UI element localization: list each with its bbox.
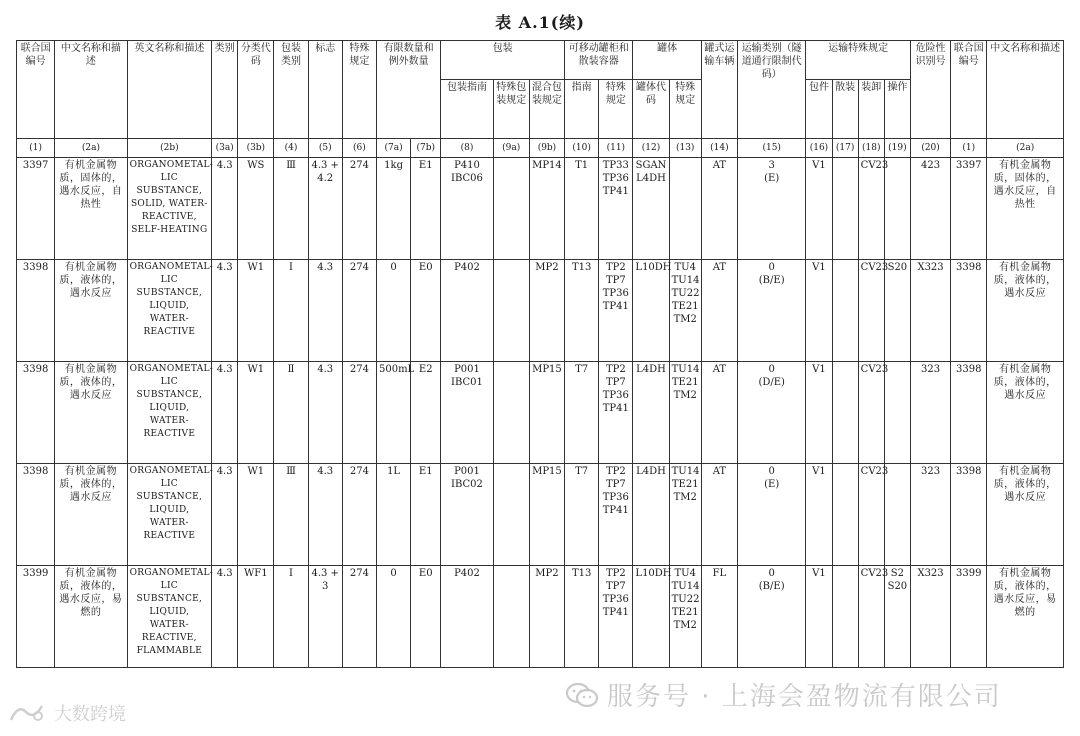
- dangerous-goods-table: [16, 40, 1064, 668]
- packing-instruction-line: P402: [454, 568, 480, 579]
- column-index: (6): [342, 139, 376, 158]
- name-cn-cell: 有机金属物质，液体的，遇水反应，易燃的: [55, 566, 127, 668]
- hazard-id-cell: X323: [910, 260, 950, 362]
- wechat-icon: [565, 682, 599, 708]
- limited-quantity-cell: 1kg: [376, 158, 410, 260]
- ts-loading-cell: CV23: [858, 566, 884, 668]
- portable-special-line: TP7: [605, 275, 626, 286]
- name-en-line: SUBSTANCE,: [136, 594, 203, 604]
- header-un-no: 联合国编号: [17, 41, 55, 139]
- ts-loading-cell: CV23: [858, 362, 884, 464]
- table-body: [17, 158, 1064, 668]
- portable-special-cell: [599, 260, 633, 362]
- header-ts-loading: 装卸: [858, 80, 884, 139]
- header-pkg-mixed: 混合包装规定: [529, 80, 564, 139]
- column-index: (9b): [529, 139, 564, 158]
- portable-special-cell: [599, 566, 633, 668]
- packing-instruction-cell: [441, 158, 493, 260]
- class-cell: 4.3: [212, 566, 238, 668]
- label-cell: [308, 566, 342, 668]
- portable-special-line: TP36: [602, 173, 629, 184]
- tank-code-line: L10DH: [635, 568, 672, 579]
- ts-bulk-cell: [832, 158, 858, 260]
- packing-special-cell: [493, 566, 529, 668]
- header-class-code: 分类代码: [238, 41, 274, 139]
- class-code-cell: WF1: [238, 566, 274, 668]
- column-index: (5): [308, 139, 342, 158]
- name-cn-cell: 有机金属物质，液体的，遇水反应: [55, 362, 127, 464]
- hazard-id-cell: 423: [910, 158, 950, 260]
- tank-code-line: SGAN: [635, 160, 667, 171]
- header-tank: 罐体: [633, 41, 701, 80]
- name-cn-cell: 有机金属物质，固体的，遇水反应，自热性: [55, 158, 127, 260]
- column-index: (2a): [987, 139, 1064, 158]
- header-name-cn-repeat: 中文名称和描述: [987, 41, 1064, 139]
- portable-special-line: TP36: [602, 390, 629, 401]
- transport-category-line: 0: [768, 364, 775, 375]
- label-cell: [308, 464, 342, 566]
- tank-special-line: TM2: [673, 314, 697, 325]
- packing-instruction-line: P001: [454, 364, 480, 375]
- portable-special-cell: [599, 464, 633, 566]
- name-en-line: LIC: [160, 275, 178, 285]
- name-en-line: ORGANOMETAL-: [129, 364, 214, 374]
- un-number-cell: 3398: [17, 362, 55, 464]
- tank-special-line: TU4: [674, 262, 696, 273]
- header-portable-instruction: 指南: [565, 80, 599, 139]
- portable-instruction-cell: T1: [565, 158, 599, 260]
- label-line: 4.3: [317, 262, 334, 273]
- name-en-line: SUBSTANCE,: [136, 390, 203, 400]
- column-index: (3a): [212, 139, 238, 158]
- name-en-line: REACTIVE: [143, 429, 196, 439]
- header-un-no-repeat: 联合国编号: [951, 41, 987, 139]
- column-index: (4): [274, 139, 308, 158]
- tank-special-line: TU14: [671, 581, 700, 592]
- ts-package-cell: V1: [806, 566, 832, 668]
- packing-instruction-line: IBC02: [451, 479, 483, 490]
- name-cn-repeat-cell: 有机金属物质，液体的，遇水反应，易燃的: [987, 566, 1064, 668]
- name-en-line: LIC: [160, 173, 178, 183]
- name-cn-cell: 有机金属物质，液体的，遇水反应: [55, 260, 127, 362]
- header-ts-bulk: 散装: [832, 80, 858, 139]
- table-row: [17, 260, 1064, 362]
- mixed-packing-cell: MP15: [529, 362, 564, 464]
- excepted-quantity-cell: E2: [411, 362, 441, 464]
- special-provision-cell: 274: [342, 566, 376, 668]
- ts-loading-cell: CV23: [858, 158, 884, 260]
- limited-quantity-cell: 1L: [376, 464, 410, 566]
- column-index: (11): [599, 139, 633, 158]
- column-index: (18): [858, 139, 884, 158]
- column-index: (7a): [376, 139, 410, 158]
- header-name-cn: 中文名称和描述: [55, 41, 127, 139]
- mixed-packing-cell: MP2: [529, 566, 564, 668]
- column-index: (20): [910, 139, 950, 158]
- name-en-cell: [127, 158, 214, 260]
- name-en-line: REACTIVE: [143, 327, 196, 337]
- ts-operation-cell: [884, 158, 910, 260]
- tank-special-cell: [669, 566, 701, 668]
- transport-category-line: (B/E): [758, 275, 785, 286]
- packing-instruction-line: IBC01: [451, 377, 483, 388]
- header-name-en: 英文名称和描述: [127, 41, 211, 139]
- header-packaging: 包装: [441, 41, 565, 80]
- mixed-packing-cell: MP14: [529, 158, 564, 260]
- portable-instruction-cell: T7: [565, 464, 599, 566]
- ts-operation-cell: S2 S20: [884, 566, 910, 668]
- tank-code-cell: [633, 260, 672, 362]
- portable-special-line: TP2: [605, 466, 626, 477]
- ts-operation-cell: [884, 362, 910, 464]
- class-code-cell: W1: [238, 464, 274, 566]
- tank-code-cell: [633, 158, 669, 260]
- name-cn-repeat-cell: 有机金属物质，液体的，遇水反应: [987, 464, 1064, 566]
- name-en-line: SUBSTANCE,: [136, 288, 203, 298]
- header-hazard-id: 危险性识别号: [910, 41, 950, 139]
- column-index: (16): [806, 139, 832, 158]
- tank-vehicle-cell: AT: [701, 362, 737, 464]
- name-en-line: REACTIVE: [143, 531, 196, 541]
- transport-category-line: 0: [768, 568, 775, 579]
- watermark-right-text: 服务号 · 上海会盈物流有限公司: [607, 682, 1002, 712]
- header-portable-tanks: 可移动罐柜和散装容器: [565, 41, 633, 80]
- name-cn-cell: 有机金属物质，液体的，遇水反应: [55, 464, 127, 566]
- column-index: (10): [565, 139, 599, 158]
- label-line: 4.3 +: [311, 568, 339, 579]
- portable-special-line: TP41: [602, 607, 629, 618]
- packing-group-cell: Ⅲ: [274, 464, 308, 566]
- transport-category-cell: [738, 260, 806, 362]
- hazard-id-cell: 323: [910, 362, 950, 464]
- excepted-quantity-cell: E0: [411, 260, 441, 362]
- header-pkg-special: 特殊包装规定: [493, 80, 529, 139]
- name-en-cell: [127, 464, 214, 566]
- header-label: 标志: [308, 41, 342, 139]
- un-number-repeat-cell: 3398: [951, 362, 987, 464]
- brand-logo-icon: [8, 702, 48, 724]
- name-en-line: REACTIVE,: [141, 633, 197, 643]
- header-portable-special: 特殊规定: [599, 80, 633, 139]
- column-index-row: [17, 139, 1064, 158]
- header-pkg-instruction: 包装指南: [441, 80, 493, 139]
- un-number-cell: 3398: [17, 464, 55, 566]
- limited-quantity-cell: 0: [376, 260, 410, 362]
- name-en-cell: [127, 260, 214, 362]
- mixed-packing-cell: MP15: [529, 464, 564, 566]
- packing-instruction-line: P402: [454, 262, 480, 273]
- un-number-repeat-cell: 3399: [951, 566, 987, 668]
- ts-operation-cell: [884, 464, 910, 566]
- name-en-line: LIQUID, WATER-: [149, 607, 190, 630]
- label-line: 3: [322, 581, 329, 592]
- tank-special-cell: [669, 464, 701, 566]
- ts-package-cell: V1: [806, 158, 832, 260]
- tank-special-line: TU4: [674, 568, 696, 579]
- column-index: (14): [701, 139, 737, 158]
- column-index: (3b): [238, 139, 274, 158]
- watermark-left-text: 大数跨境: [54, 704, 126, 725]
- name-en-line: SELF-HEATING: [131, 225, 208, 235]
- column-index: (7b): [411, 139, 441, 158]
- portable-special-line: TP7: [605, 581, 626, 592]
- name-en-cell: [127, 566, 214, 668]
- un-number-cell: 3398: [17, 260, 55, 362]
- header-packing-group: 包装类别: [274, 41, 308, 139]
- special-provision-cell: 274: [342, 464, 376, 566]
- tank-special-line: TM2: [673, 390, 697, 401]
- tank-code-cell: [633, 566, 672, 668]
- packing-instruction-cell: [441, 260, 493, 362]
- table-header: [17, 41, 1064, 158]
- name-en-line: LIQUID, WATER-: [149, 301, 190, 324]
- special-provision-cell: 274: [342, 362, 376, 464]
- name-en-line: ORGANOMETAL-: [129, 466, 214, 476]
- table-row: [17, 464, 1064, 566]
- name-cn-repeat-cell: 有机金属物质，固体的，遇水反应，自热性: [987, 158, 1064, 260]
- tank-code-cell: [633, 464, 669, 566]
- column-index: (9a): [493, 139, 529, 158]
- transport-category-cell: [738, 158, 806, 260]
- transport-category-cell: [738, 566, 806, 668]
- tank-vehicle-cell: AT: [701, 464, 737, 566]
- portable-special-line: TP36: [602, 594, 629, 605]
- name-en-line: LIC: [160, 479, 178, 489]
- header-tank-vehicle: 罐式运输车辆: [701, 41, 737, 139]
- column-index: (2a): [55, 139, 127, 158]
- column-index: (19): [884, 139, 910, 158]
- un-number-cell: 3397: [17, 158, 55, 260]
- mixed-packing-cell: MP2: [529, 260, 564, 362]
- un-number-repeat-cell: 3398: [951, 464, 987, 566]
- watermark-brand: [8, 700, 126, 726]
- packing-group-cell: Ⅰ: [274, 260, 308, 362]
- header-transport-category: 运输类别（隧道通行限制代码）: [738, 41, 806, 139]
- packing-instruction-cell: [441, 464, 493, 566]
- ts-bulk-cell: [832, 260, 858, 362]
- portable-special-line: TP36: [602, 288, 629, 299]
- tank-vehicle-cell: AT: [701, 158, 737, 260]
- portable-special-line: TP41: [602, 301, 629, 312]
- tank-special-line: TU14: [671, 275, 700, 286]
- name-en-line: ORGANOMETAL-: [129, 262, 214, 272]
- tank-special-line: TU14: [671, 466, 700, 477]
- packing-group-cell: Ⅰ: [274, 566, 308, 668]
- packing-special-cell: [493, 260, 529, 362]
- excepted-quantity-cell: E1: [411, 464, 441, 566]
- label-cell: [308, 260, 342, 362]
- packing-group-cell: Ⅱ: [274, 362, 308, 464]
- page-title: 表 A.1(续): [495, 13, 585, 32]
- tank-code-cell: [633, 362, 669, 464]
- portable-special-line: TP41: [602, 403, 629, 414]
- ts-loading-cell: CV23: [858, 260, 884, 362]
- special-provision-cell: 274: [342, 260, 376, 362]
- transport-category-line: (E): [764, 479, 780, 490]
- portable-special-line: TP2: [605, 568, 626, 579]
- column-index: (2b): [127, 139, 211, 158]
- tank-special-line: TU22: [671, 594, 700, 605]
- table-row: [17, 362, 1064, 464]
- label-cell: [308, 362, 342, 464]
- ts-package-cell: V1: [806, 464, 832, 566]
- class-code-cell: WS: [238, 158, 274, 260]
- portable-special-line: TP36: [602, 492, 629, 503]
- name-en-line: SUBSTANCE,: [136, 492, 203, 502]
- name-en-line: LIC: [160, 377, 178, 387]
- name-en-line: REACTIVE,: [141, 212, 197, 222]
- name-en-line: ORGANOMETAL-: [129, 160, 214, 170]
- tank-special-line: TM2: [673, 492, 697, 503]
- header-special-provisions: 特殊规定: [342, 41, 376, 139]
- header-ts-package: 包件: [806, 80, 832, 139]
- ts-loading-cell: CV23: [858, 464, 884, 566]
- class-code-cell: W1: [238, 260, 274, 362]
- portable-special-cell: [599, 362, 633, 464]
- ts-operation-cell: S20: [884, 260, 910, 362]
- un-number-cell: 3399: [17, 566, 55, 668]
- ts-package-cell: V1: [806, 260, 832, 362]
- column-index: (8): [441, 139, 493, 158]
- un-number-repeat-cell: 3398: [951, 260, 987, 362]
- name-cn-repeat-cell: 有机金属物质，液体的，遇水反应: [987, 362, 1064, 464]
- packing-instruction-cell: [441, 566, 493, 668]
- label-line: 4.3: [317, 364, 334, 375]
- transport-category-line: (D/E): [758, 377, 785, 388]
- portable-special-line: TP33: [602, 160, 629, 171]
- name-en-line: LIQUID, WATER-: [149, 403, 190, 426]
- portable-instruction-cell: T13: [565, 260, 599, 362]
- portable-special-line: TP7: [605, 479, 626, 490]
- portable-special-cell: [599, 158, 633, 260]
- column-index: (17): [832, 139, 858, 158]
- class-code-cell: W1: [238, 362, 274, 464]
- limited-quantity-cell: 0: [376, 566, 410, 668]
- transport-category-cell: [738, 464, 806, 566]
- tank-code-line: L4DH: [636, 466, 666, 477]
- header-ts-operation: 操作: [884, 80, 910, 139]
- header-tank-special: 特殊规定: [669, 80, 701, 139]
- tank-special-line: TU22: [671, 288, 700, 299]
- ts-bulk-cell: [832, 566, 858, 668]
- name-en-line: FLAMMABLE: [136, 646, 203, 656]
- tank-special-cell: [669, 362, 701, 464]
- ts-bulk-cell: [832, 362, 858, 464]
- name-en-line: SUBSTANCE,: [136, 186, 203, 196]
- column-index: (1): [951, 139, 987, 158]
- tank-special-cell: [669, 260, 701, 362]
- column-index: (1): [17, 139, 55, 158]
- label-line: 4.2: [317, 173, 334, 184]
- limited-quantity-cell: 500mL: [376, 362, 410, 464]
- table-row: [17, 158, 1064, 260]
- packing-instruction-line: P410: [454, 160, 480, 171]
- name-en-line: LIQUID, WATER-: [149, 505, 190, 528]
- tank-special-line: TM2: [673, 620, 697, 631]
- tank-special-line: TE21: [671, 301, 699, 312]
- class-cell: 4.3: [212, 464, 238, 566]
- excepted-quantity-cell: E1: [411, 158, 441, 260]
- tank-special-line: TU14: [671, 364, 700, 375]
- name-cn-repeat-cell: 有机金属物质，液体的，遇水反应: [987, 260, 1064, 362]
- name-en-cell: [127, 362, 214, 464]
- portable-special-line: TP2: [605, 262, 626, 273]
- transport-category-line: 0: [768, 262, 775, 273]
- un-number-repeat-cell: 3397: [951, 158, 987, 260]
- tank-code-line: L4DH: [636, 364, 666, 375]
- tank-code-line: L10DH: [635, 262, 672, 273]
- tank-special-cell: [669, 158, 701, 260]
- transport-category-line: (E): [764, 173, 780, 184]
- header-limited-quantities: 有限数量和例外数量: [376, 41, 440, 139]
- portable-special-line: TP41: [602, 186, 629, 197]
- tank-special-line: TE21: [671, 377, 699, 388]
- header-transport-special: 运输特殊规定: [806, 41, 911, 80]
- class-cell: 4.3: [212, 158, 238, 260]
- tank-vehicle-cell: AT: [701, 260, 737, 362]
- transport-category-line: 0: [768, 466, 775, 477]
- hazard-id-cell: X323: [910, 566, 950, 668]
- name-en-line: ORGANOMETAL-: [129, 568, 214, 578]
- class-cell: 4.3: [212, 260, 238, 362]
- packing-special-cell: [493, 158, 529, 260]
- label-cell: [308, 158, 342, 260]
- header-tank-code: 罐体代码: [633, 80, 669, 139]
- column-index: (12): [633, 139, 669, 158]
- excepted-quantity-cell: E0: [411, 566, 441, 668]
- tank-special-line: TE21: [671, 607, 699, 618]
- header-class: 类别: [212, 41, 238, 139]
- packing-special-cell: [493, 362, 529, 464]
- packing-instruction-cell: [441, 362, 493, 464]
- ts-package-cell: V1: [806, 362, 832, 464]
- tank-code-line: L4DH: [636, 173, 666, 184]
- column-index: (15): [738, 139, 806, 158]
- table-row: [17, 566, 1064, 668]
- tank-vehicle-cell: FL: [701, 566, 737, 668]
- tank-special-line: TE21: [671, 479, 699, 490]
- watermark-service-account: [565, 676, 1002, 713]
- ts-bulk-cell: [832, 464, 858, 566]
- column-index: (13): [669, 139, 701, 158]
- label-line: 4.3 +: [311, 160, 339, 171]
- name-en-line: SOLID, WATER-: [130, 199, 208, 209]
- portable-special-line: TP2: [605, 364, 626, 375]
- label-line: 4.3: [317, 466, 334, 477]
- portable-instruction-cell: T13: [565, 566, 599, 668]
- packing-special-cell: [493, 464, 529, 566]
- portable-special-line: TP41: [602, 505, 629, 516]
- portable-instruction-cell: T7: [565, 362, 599, 464]
- packing-instruction-line: P001: [454, 466, 480, 477]
- packing-group-cell: Ⅲ: [274, 158, 308, 260]
- portable-special-line: TP7: [605, 377, 626, 388]
- class-cell: 4.3: [212, 362, 238, 464]
- transport-category-cell: [738, 362, 806, 464]
- name-en-line: LIC: [160, 581, 178, 591]
- hazard-id-cell: 323: [910, 464, 950, 566]
- packing-instruction-line: IBC06: [451, 173, 483, 184]
- transport-category-line: 3: [768, 160, 775, 171]
- transport-category-line: (B/E): [758, 581, 785, 592]
- special-provision-cell: 274: [342, 158, 376, 260]
